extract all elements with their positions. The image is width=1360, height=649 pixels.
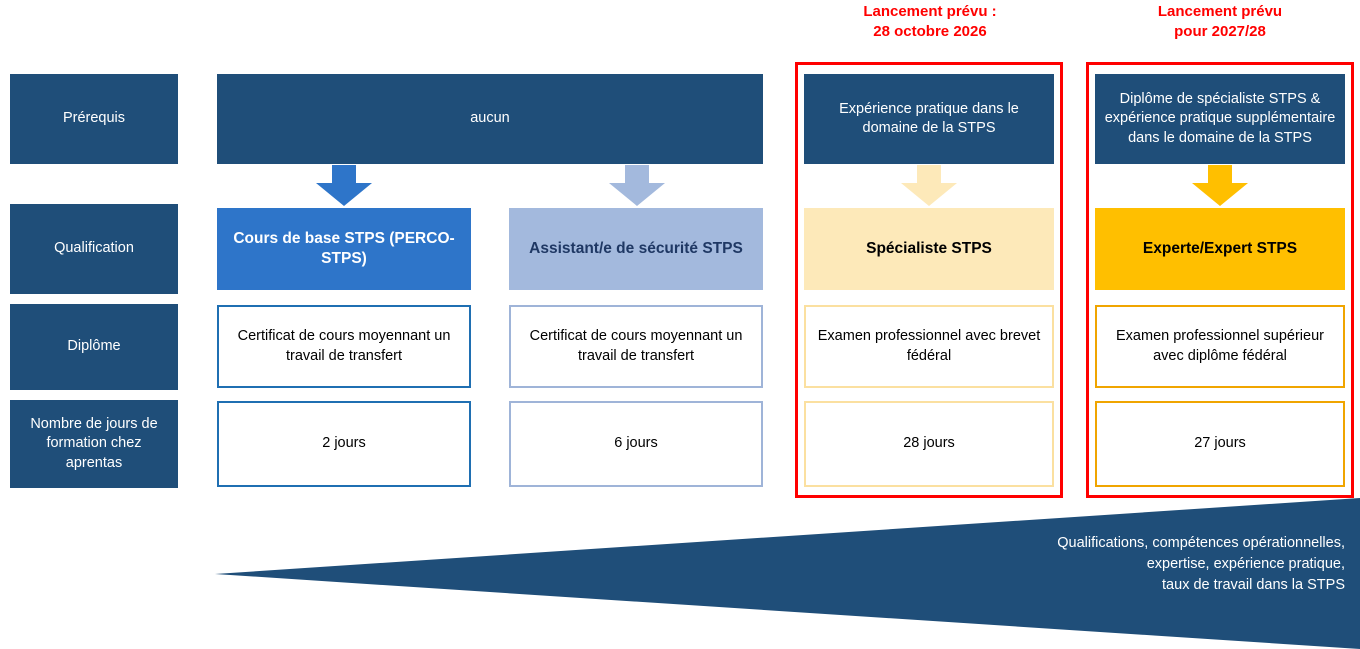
training-days-safety-assistant-text: 6 jours — [614, 435, 658, 452]
row-label-prerequisites-text: Prérequis — [62, 110, 126, 127]
row-label-prerequisites — [10, 74, 178, 164]
diploma-safety-assistant — [509, 305, 763, 388]
launch-header-expert-line1: Lancement prévu — [1157, 3, 1283, 20]
prerequisite-specialist-text: Expérience pratique dans le domaine de la STPS — [839, 100, 1019, 136]
qualification-safety-assistant — [509, 208, 763, 290]
prerequisite-expert — [1095, 74, 1345, 164]
prerequisite-expert-text: Diplôme de spécialiste STPS & expérience pratique supplémentaire dans le domaine de la STPS — [1104, 91, 1336, 146]
launch-header-expert — [1085, 2, 1355, 41]
qualification-expert-text: Experte/Expert STPS — [1142, 239, 1298, 257]
launch-header-expert-line2: pour 2027/28 — [1174, 22, 1266, 40]
training-days-specialist-text: 28 jours — [903, 435, 955, 452]
launch-header-specialist-line2: 28 octobre 2026 — [873, 22, 987, 40]
diploma-expert — [1095, 305, 1345, 388]
progression-note — [905, 533, 1345, 596]
prerequisite-basic — [217, 74, 763, 164]
arrow-down-specialist — [897, 165, 961, 207]
training-days-specialist — [804, 401, 1054, 487]
training-days-basic-course — [217, 401, 471, 487]
diploma-safety-assistant-text: Certificat de cours moyennant un travail de transfert — [529, 328, 743, 364]
qualification-expert — [1095, 208, 1345, 290]
training-days-basic-course-text: 2 jours — [322, 435, 366, 452]
qualification-safety-assistant-text: Assistant/e de sécurité STPS — [529, 239, 743, 257]
arrow-down-safety-assistant — [605, 165, 669, 207]
qualification-specialist-text: Spécialiste STPS — [866, 239, 992, 257]
diploma-specialist-text: Examen professionnel avec brevet fédéral — [817, 328, 1041, 364]
diploma-basic-course-text: Certificat de cours moyennant un travail de transfert — [237, 328, 451, 364]
prerequisite-specialist — [804, 74, 1054, 164]
row-label-qualification-text: Qualification — [54, 240, 134, 257]
launch-header-specialist-line1: Lancement prévu : — [863, 3, 997, 20]
arrow-down-basic-course — [312, 165, 376, 207]
progression-note-line1: Qualifications, compétences opérationnelles, — [1057, 535, 1345, 551]
diploma-basic-course — [217, 305, 471, 388]
row-label-diploma-text: Diplôme — [67, 338, 121, 355]
row-label-diploma — [10, 304, 178, 390]
row-label-training-days-text: Nombre de jours de formation chez aprentas — [30, 415, 158, 471]
diploma-expert-text: Examen professionnel supérieur avec diplôme fédéral — [1116, 328, 1324, 364]
row-label-qualification — [10, 204, 178, 294]
qualification-basic-course — [217, 208, 471, 290]
training-days-expert-text: 27 jours — [1194, 435, 1246, 452]
qualification-specialist — [804, 208, 1054, 290]
training-days-expert — [1095, 401, 1345, 487]
prerequisite-basic-text: aucun — [470, 110, 510, 127]
qualification-basic-course-text: Cours de base STPS (PERCO-STPS) — [233, 229, 455, 267]
diploma-specialist — [804, 305, 1054, 388]
training-days-safety-assistant — [509, 401, 763, 487]
arrow-down-expert — [1188, 165, 1252, 207]
launch-header-specialist — [795, 2, 1065, 41]
progression-note-line3: taux de travail dans la STPS — [1162, 577, 1345, 594]
progression-note-line2: expertise, expérience pratique, — [1146, 556, 1345, 573]
row-label-training-days — [10, 400, 178, 488]
